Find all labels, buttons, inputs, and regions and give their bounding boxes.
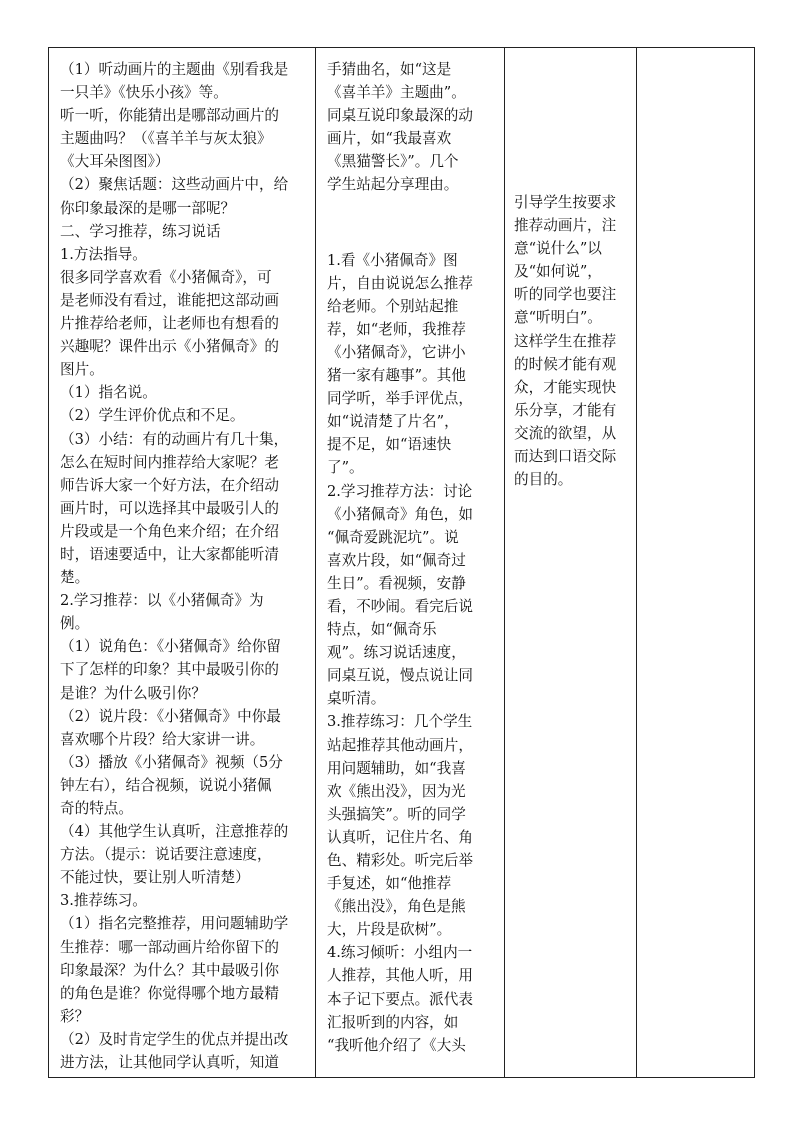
teacher-activity-cell — [49, 48, 316, 1078]
text-line: （1）说角色：《小猪佩奇》给你留 — [60, 638, 281, 656]
text-line: 3.推荐练习：几个学生 — [327, 713, 473, 731]
text-line: 头强搞笑”。听的同学 — [327, 805, 466, 823]
text-line: 手猜曲名，如“这是 — [327, 61, 452, 78]
text-line: （3）小结：有的动画片有几十集， — [60, 430, 289, 448]
text-line: 观”。练习说话速度， — [327, 644, 466, 662]
text-line: （1）指名说。 — [60, 384, 157, 402]
text-line: 一只羊》《快乐小孩》等。 — [60, 84, 228, 102]
text-line: 很多同学喜欢看《小猪佩奇》，可 — [60, 268, 272, 286]
text-line: 例。 — [60, 615, 90, 633]
text-line: 站起推荐其他动画片， — [327, 736, 473, 754]
text-line: 片推荐给老师，让老师也有想看的 — [60, 315, 279, 333]
text-line: 汇报听到的内容，如 — [327, 1013, 459, 1031]
text-line: 4.练习倾听：小组内一 — [327, 944, 473, 962]
student-activity-cell — [316, 48, 505, 1078]
text-line: 1.方法指导。 — [60, 245, 147, 263]
text-line: 桌听清。 — [327, 690, 386, 708]
student-activity-bottom — [327, 249, 496, 1057]
text-line: 奇的特点。 — [60, 800, 133, 817]
text-line: （2）及时肯定学生的优点并提出改 — [60, 1030, 289, 1048]
text-line: “佩奇爱跳泥坑”。说 — [327, 528, 459, 546]
text-line: 色、精彩处。听完后举 — [327, 852, 473, 869]
text-line: 猪一家有趣事”。其他 — [327, 367, 466, 385]
text-line: 而达到口语交际 — [514, 448, 617, 466]
text-line: 学生站起分享理由。 — [327, 176, 459, 194]
text-line: 听的同学也要注 — [514, 286, 617, 304]
table-row — [49, 48, 755, 1078]
text-line: 师告诉大家一个好方法，在介绍动 — [60, 476, 279, 494]
student-activity-text — [316, 48, 504, 1057]
text-line: 提不足，如“语速快 — [327, 436, 452, 454]
text-line: 众，才能实现快 — [514, 378, 617, 396]
text-line: 进方法，让其他同学认真听，知道 — [60, 1054, 279, 1072]
text-line: 主题曲吗？（《喜羊羊与灰太狼》 — [60, 130, 272, 148]
text-line: 二、学习推荐，练习说话 — [60, 222, 221, 240]
text-line: 图片。 — [60, 361, 104, 379]
text-line: （1）指名完整推荐，用问题辅助学 — [60, 915, 289, 933]
design-intent-cell — [505, 48, 637, 1078]
text-line: 意“听明白”。 — [514, 309, 602, 327]
text-line: 了”。 — [327, 459, 364, 477]
text-line: 《喜羊羊》主题曲”。 — [327, 84, 466, 102]
text-line: 钟左右），结合视频，说说小猪佩 — [60, 776, 272, 794]
text-line: 《大耳朵图图》） — [60, 153, 170, 171]
text-line: 手复述，如“他推荐 — [327, 875, 452, 893]
text-line: 给老师。个别站起推 — [327, 297, 459, 315]
text-line: 如“说清楚了片名”， — [327, 413, 459, 431]
text-line: 同桌互说印象最深的动 — [327, 107, 473, 125]
text-line: 你印象最深的是哪一部呢？ — [60, 199, 236, 217]
text-line: 用问题辅助，如“我喜 — [327, 759, 466, 777]
text-line: 听一听，你能猜出是哪部动画片的 — [60, 107, 279, 125]
text-line: 喜欢哪个片段？给大家讲一讲。 — [60, 730, 265, 748]
design-intent-text — [505, 48, 636, 491]
text-line: 方法。（提示：说话要注意速度， — [60, 846, 272, 864]
text-line: 2.学习推荐方法：讨论 — [327, 482, 473, 500]
text-line: （3）播放《小猪佩奇》视频（5分 — [60, 753, 283, 771]
text-line: 3.推荐练习。 — [60, 892, 147, 910]
text-line: 引导学生按要求 — [514, 194, 617, 211]
text-line: 欢《熊出没》，因为光 — [327, 782, 466, 800]
text-line: 楚。 — [60, 569, 90, 587]
text-line: 喜欢片段，如“佩奇过 — [327, 551, 466, 569]
text-line: （2）学生评价优点和不足。 — [60, 407, 245, 425]
text-line: 同桌互说，慢点说让同 — [327, 667, 473, 685]
text-line: 画片时，可以选择其中最吸引人的 — [60, 499, 279, 517]
text-line: 的角色是谁？你觉得哪个地方最精 — [60, 984, 279, 1002]
student-activity-top — [327, 58, 496, 197]
teacher-activity-text — [49, 48, 315, 1074]
text-line: 认真听，记住片名、角 — [327, 828, 473, 846]
text-line: 《黑猫警长》”。几个 — [327, 153, 459, 171]
text-line: “我听他介绍了《大头 — [327, 1036, 466, 1054]
text-line: 兴趣呢？课件出示《小猪佩奇》的 — [60, 338, 279, 356]
text-line: 推荐动画片，注 — [514, 217, 617, 235]
text-line: 的目的。 — [514, 471, 573, 489]
text-line: 及“如何说”， — [514, 263, 602, 281]
text-line: 的时候才能有观 — [514, 355, 617, 373]
text-line: 荐，如“老师，我推荐 — [327, 320, 466, 338]
text-line: 片，自由说说怎么推荐 — [327, 274, 473, 292]
text-line: 生日”。看视频，安静 — [327, 574, 466, 592]
text-line: 乐分享，才能有 — [514, 401, 617, 419]
text-line: 看，不吵闹。看完后说 — [327, 597, 473, 615]
text-line: （4）其他学生认真听，注意推荐的 — [60, 823, 289, 841]
text-line: 同学听，举手评优点， — [327, 390, 473, 408]
notes-cell — [637, 48, 755, 1078]
text-line: 这样学生在推荐 — [514, 332, 617, 350]
text-line: 时，语速要适中，让大家都能听清 — [60, 545, 279, 563]
lesson-plan-table — [48, 47, 755, 1078]
text-line: 生推荐：哪一部动画片给你留下的 — [60, 938, 279, 956]
text-line: （2）说片段：《小猪佩奇》中你最 — [60, 707, 281, 725]
text-line: 本子记下要点。派代表 — [327, 990, 473, 1008]
text-line: 片段或是一个角色来介绍；在介绍 — [60, 522, 279, 540]
text-line: 《小猪佩奇》，它讲小 — [327, 343, 466, 361]
text-line: 不能过快，要让别人听清楚） — [60, 869, 250, 887]
text-line: 下了怎样的印象？其中最吸引你的 — [60, 661, 279, 679]
text-line: 特点，如“佩奇乐 — [327, 621, 437, 639]
design-intent-lines — [514, 191, 628, 491]
text-line: 大，片段是砍树”。 — [327, 921, 452, 939]
text-line: 是谁？为什么吸引你？ — [60, 684, 206, 702]
text-line: 《小猪佩奇》角色，如 — [327, 505, 473, 523]
text-line: 人推荐，其他人听，用 — [327, 967, 473, 985]
text-line: （2）聚焦话题：这些动画片中，给 — [60, 176, 289, 194]
text-line: 意“说什么”以 — [514, 240, 602, 258]
text-line: 画片，如“我最喜欢 — [327, 130, 452, 148]
text-line: 彩？ — [60, 1007, 90, 1025]
text-line: 1.看《小猪佩奇》图 — [327, 251, 458, 269]
text-line: （1）听动画片的主题曲《别看我是 — [60, 61, 289, 78]
text-line: 印象最深？为什么？其中最吸引你 — [60, 961, 279, 979]
text-line: 是老师没有看过，谁能把这部动画 — [60, 291, 279, 309]
text-line: 交流的欲望，从 — [514, 424, 617, 442]
text-line: 《熊出没》，角色是熊 — [327, 898, 466, 916]
text-line: 2.学习推荐：以《小猪佩奇》为 — [60, 592, 264, 610]
text-line: 怎么在短时间内推荐给大家呢？老 — [60, 453, 279, 471]
